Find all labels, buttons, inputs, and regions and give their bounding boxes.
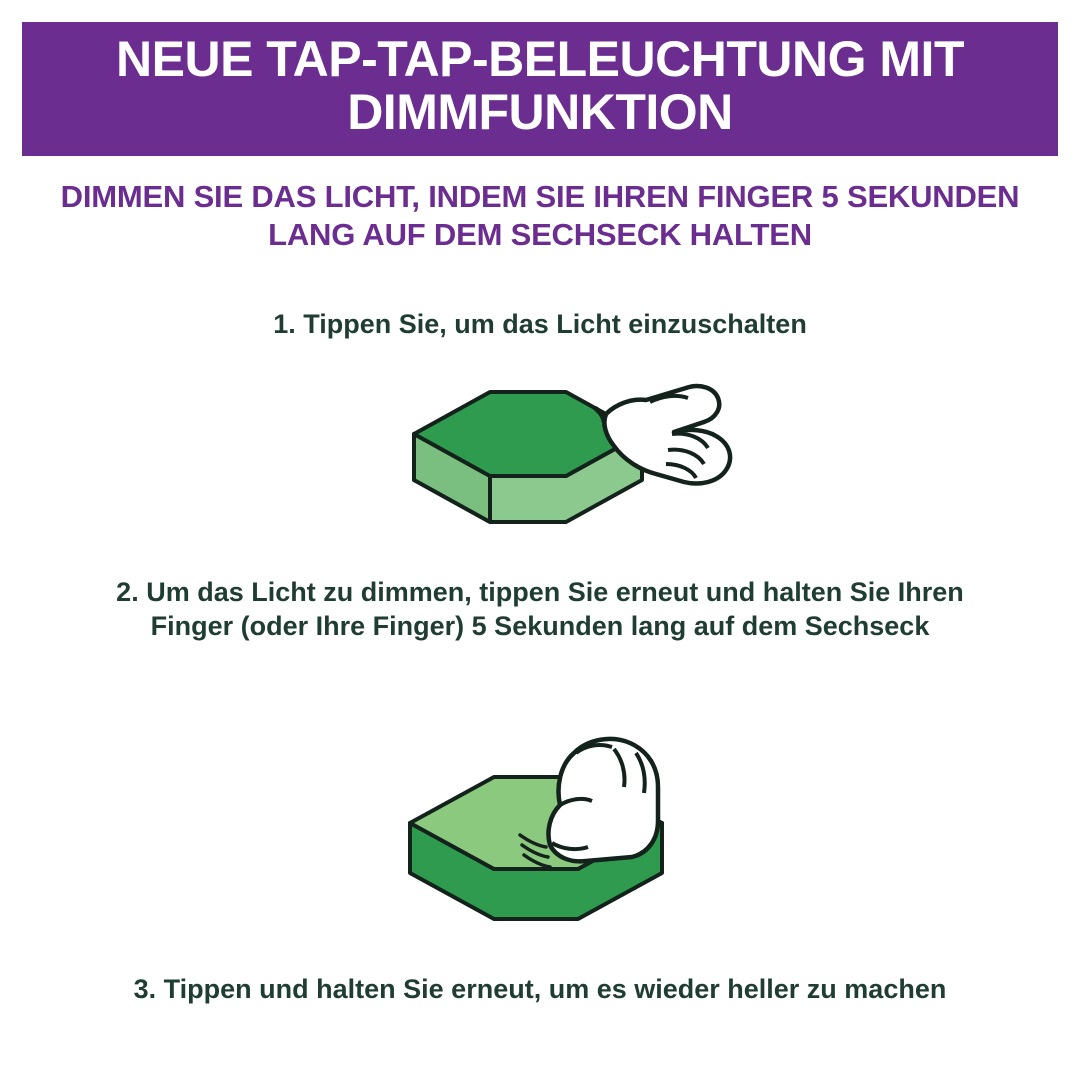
- subtitle-text: DIMMEN SIE DAS LICHT, INDEM SIE IHREN FINGER 5 SEKUNDEN LANG AUF DEM SECHSECK HALTEN: [60, 179, 1020, 252]
- hexagon-dimmed-icon: [400, 705, 780, 955]
- step-1-label: 1. Tippen Sie, um das Licht einzuschalten: [273, 309, 807, 339]
- hexagon-bright-icon: [400, 352, 780, 557]
- illustration-step-1: [400, 352, 780, 557]
- step-3-label: 3. Tippen und halten Sie erneut, um es wieder heller zu machen: [133, 974, 947, 1004]
- pressing-hand-icon: [548, 739, 658, 861]
- header-banner: [22, 22, 1058, 156]
- illustration-step-2: [400, 705, 780, 955]
- step-2-label: 2. Um das Licht zu dimmen, tippen Sie erneut und halten Sie Ihren Finger (oder Ihre Finger) 5 Sekunden lang auf dem Sechseck: [116, 577, 964, 642]
- page-title: NEUE TAP-TAP-BELEUCHTUNG MIT DIMMFUNKTION: [116, 31, 964, 140]
